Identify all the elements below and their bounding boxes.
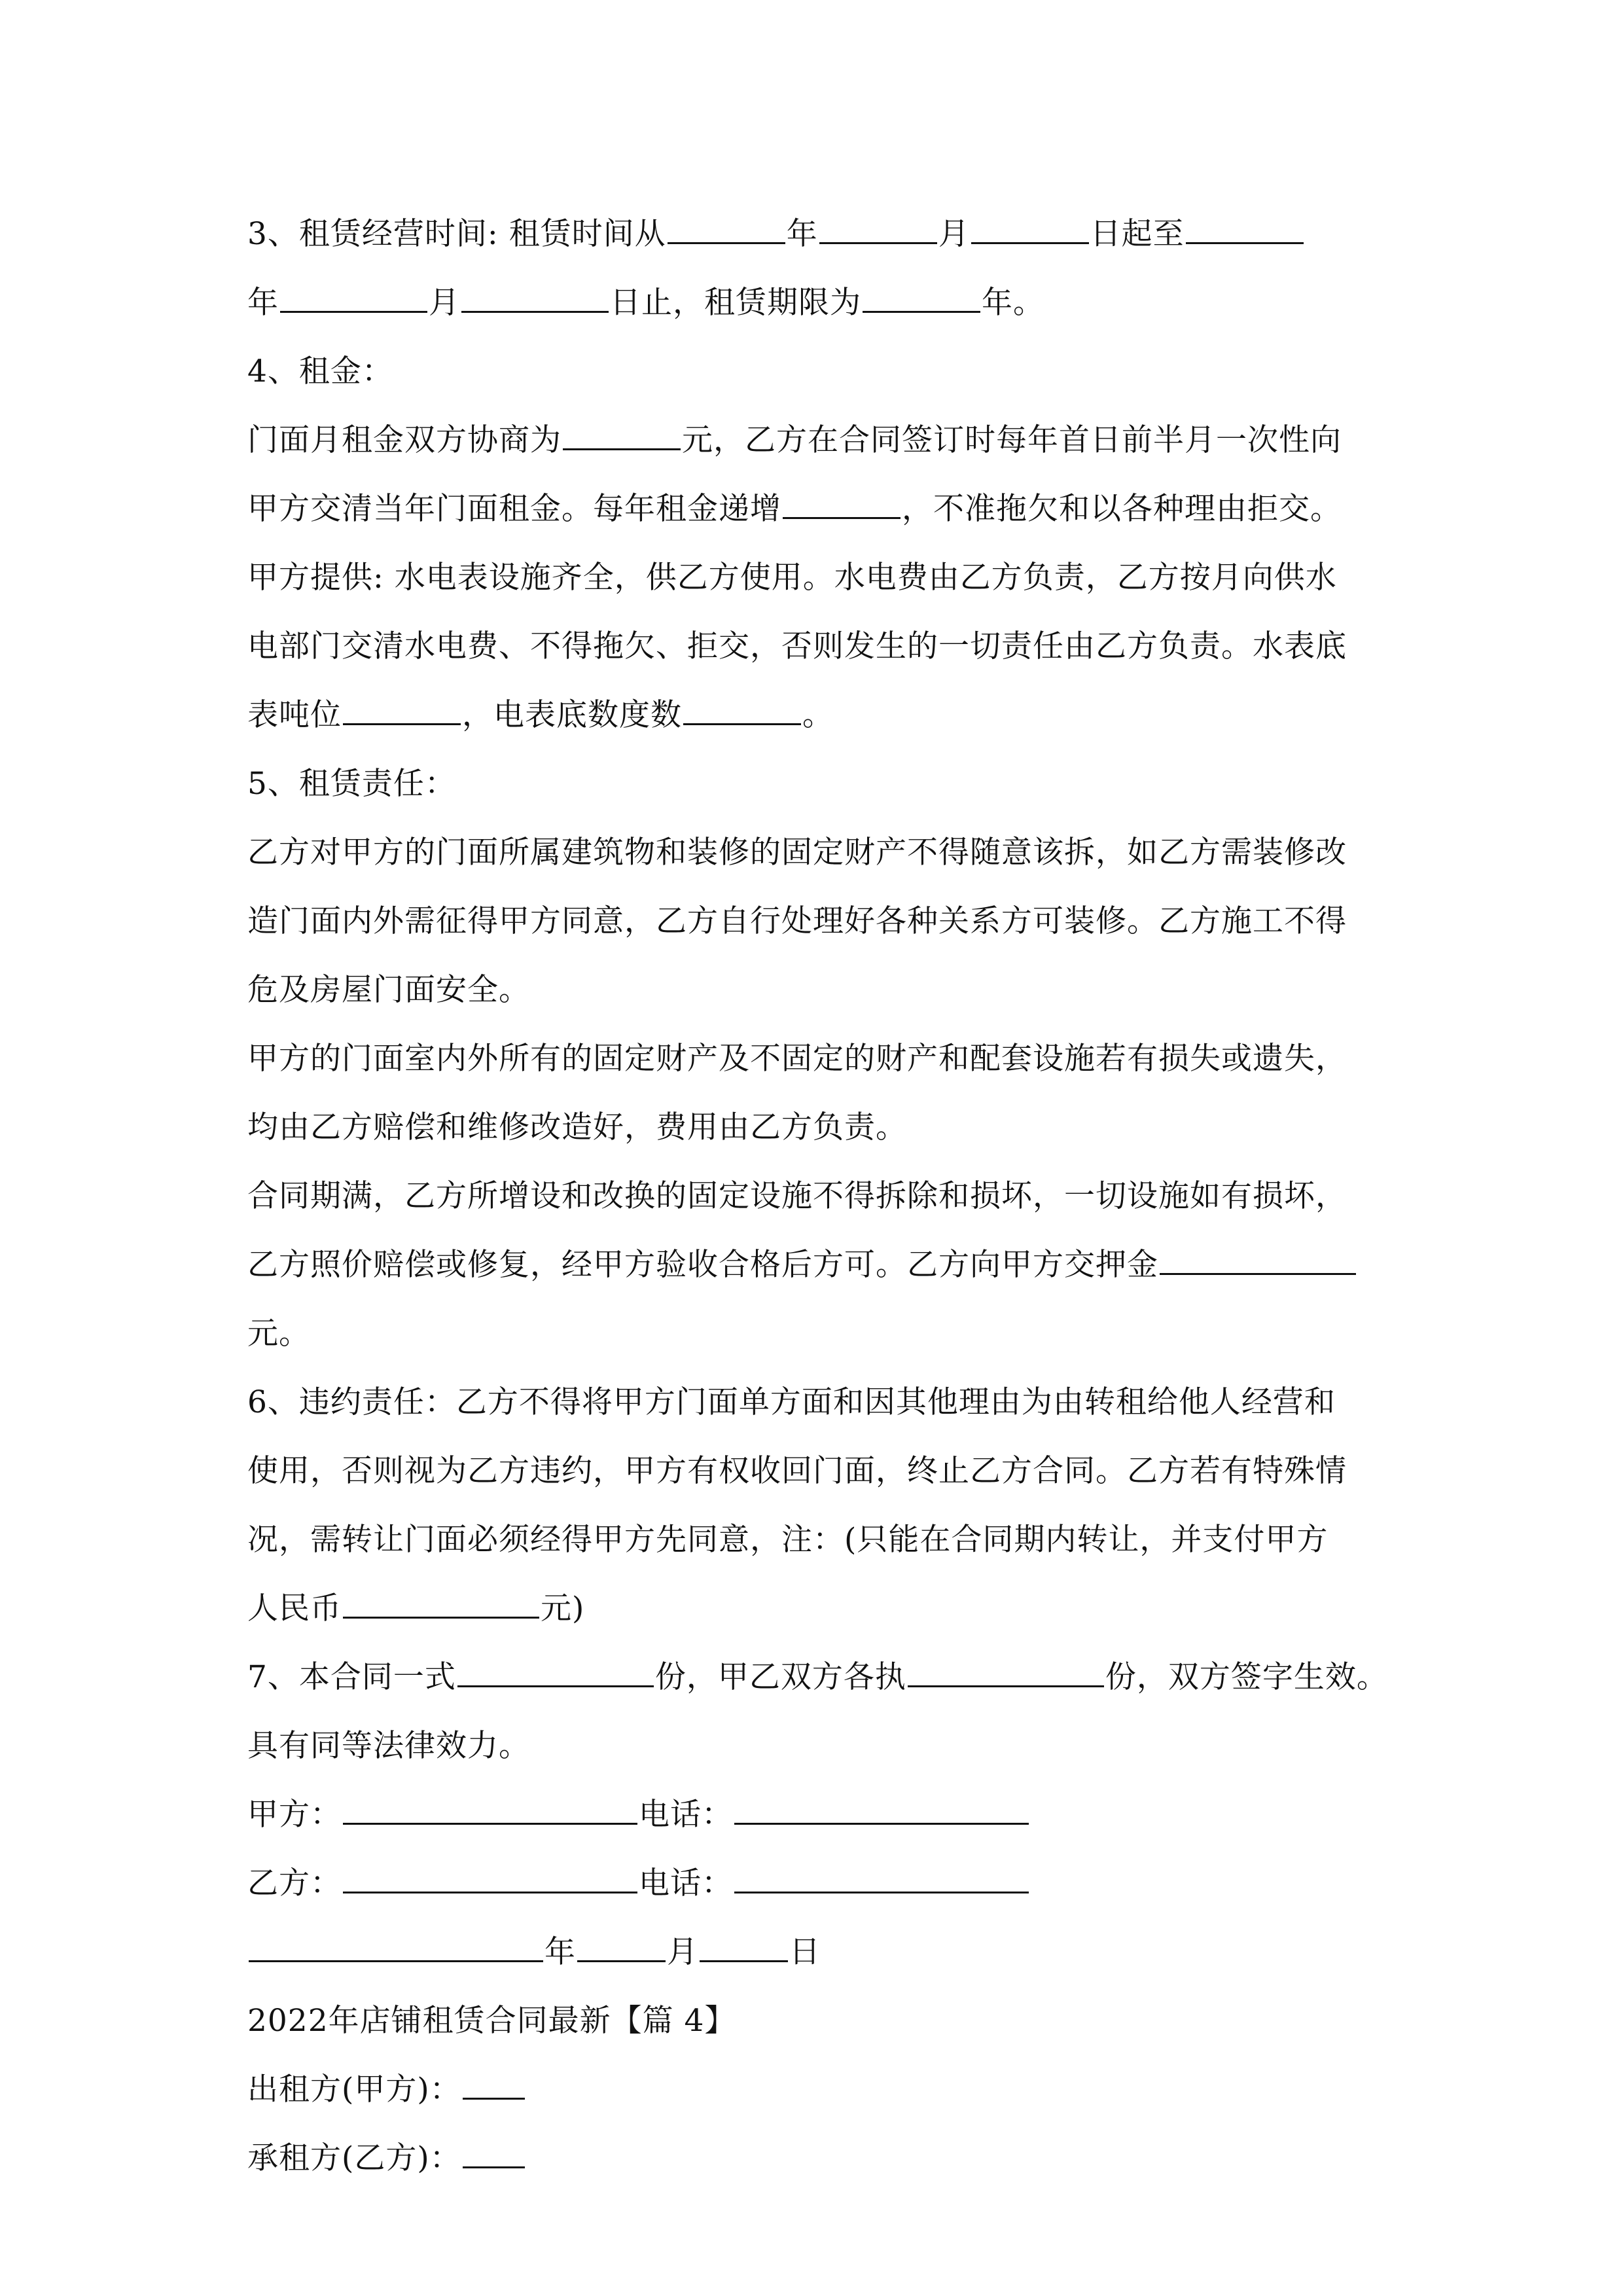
blank-date-day[interactable] bbox=[700, 1951, 788, 1962]
blank-end-year[interactable] bbox=[1186, 233, 1304, 244]
blank-party-b[interactable] bbox=[343, 1882, 637, 1893]
blank-party-b-phone[interactable] bbox=[734, 1882, 1029, 1893]
sign-party-a-line bbox=[247, 1780, 1399, 1849]
section-5-line-8: 元。 bbox=[247, 1316, 310, 1352]
section-5-line-6: 合同期满，乙方所增设和改换的固定设施不得拆除和损坏，一切设施如有损坏， bbox=[247, 1178, 1347, 1214]
text: 水电表设施齐全，供乙方使用。水电费由乙方负责，乙方按月向供水 bbox=[394, 560, 1337, 596]
section-5-line-5: 均由乙方赔偿和维修改造好，费用由乙方负责。 bbox=[247, 1109, 907, 1145]
section-7-line-1 bbox=[247, 1643, 1399, 1712]
sign-party-b-line bbox=[247, 1849, 1399, 1918]
next-contract-heading: 2022年店铺租赁合同最新【篇 4】 bbox=[247, 2003, 736, 2039]
blank-lessor[interactable] bbox=[463, 2089, 525, 2100]
section-6-line-1: 6、违约责任：乙方不得将甲方门面单方面和因其他理由为由转租给他人经营和 bbox=[247, 1384, 1336, 1420]
text: 元) bbox=[541, 1590, 585, 1626]
blank-party-a-phone[interactable] bbox=[734, 1814, 1029, 1825]
text: 日 bbox=[789, 1934, 821, 1970]
text: 甲方提供 bbox=[247, 560, 373, 596]
section-3-line-2 bbox=[247, 268, 1399, 337]
section-4-line-5 bbox=[247, 681, 1399, 749]
section-7-line-2: 具有同等法律效力。 bbox=[247, 1728, 530, 1764]
section-6-line-2: 使用，否则视为乙方违约，甲方有权收回门面，终止乙方合同。乙方若有特殊情 bbox=[247, 1453, 1347, 1489]
section-4-line-4: 电部门交清水电费、不得拖欠、拒交，否则发生的一切责任由乙方负责。水表底 bbox=[247, 628, 1347, 664]
text: ，电表底数度数 bbox=[462, 697, 682, 733]
section-6-line-3: 况，需转让门面必须经得甲方先同意，注：(只能在合同期内转让，并支付甲方 bbox=[247, 1522, 1329, 1558]
phone-label: 电话： bbox=[639, 1865, 733, 1901]
text: ，不准拖欠和以各种理由拒交。 bbox=[902, 491, 1342, 527]
text: 甲方交清当年门面租金。每年租金递增 bbox=[247, 491, 781, 527]
blank-start-month[interactable] bbox=[819, 233, 937, 244]
blank-date-year[interactable] bbox=[249, 1951, 543, 1962]
text: 乙方照价赔偿或修复，经甲方验收合格后方可。乙方向甲方交押金 bbox=[247, 1247, 1158, 1283]
text: 年。 bbox=[982, 285, 1044, 321]
blank-water-meter[interactable] bbox=[343, 714, 461, 725]
text: 月 bbox=[938, 216, 970, 252]
section-5-line-2: 造门面内外需征得甲方同意，乙方自行处理好各种关系方可装修。乙方施工不得 bbox=[247, 903, 1347, 939]
text: 份，双方签字生效。 bbox=[1105, 1659, 1388, 1695]
blank-electric-meter[interactable] bbox=[683, 714, 801, 725]
blank-end-month[interactable] bbox=[280, 302, 427, 313]
section-4-title: 4、租金： bbox=[247, 353, 393, 389]
blank-deposit[interactable] bbox=[1160, 1264, 1356, 1275]
text: 份，甲乙双方各执 bbox=[654, 1659, 906, 1695]
text: 年 bbox=[544, 1934, 576, 1970]
blank-transfer-fee[interactable] bbox=[343, 1607, 539, 1619]
party-b-label: 乙方： bbox=[247, 1865, 342, 1901]
text: 日起至 bbox=[1090, 216, 1185, 252]
blank-start-year[interactable] bbox=[668, 233, 785, 244]
section-4-line-3: 甲方提供: 水电表设施齐全，供乙方使用。水电费由乙方负责，乙方按月向供水 bbox=[247, 560, 1337, 596]
lessee-label: 承租方(乙方)： bbox=[247, 2140, 461, 2176]
lessor-label: 出租方(甲方)： bbox=[247, 2072, 461, 2108]
blank-date-month[interactable] bbox=[577, 1951, 666, 1962]
blank-copies-each[interactable] bbox=[908, 1676, 1104, 1687]
text: 月 bbox=[429, 285, 460, 321]
section-6-line-4 bbox=[247, 1574, 1399, 1643]
text: 7、本合同一式 bbox=[247, 1659, 456, 1695]
text: 人民币 bbox=[247, 1590, 342, 1626]
text: 日止，租赁期限为 bbox=[610, 285, 861, 321]
blank-party-a[interactable] bbox=[343, 1814, 637, 1825]
text: 表吨位 bbox=[247, 697, 342, 733]
blank-copies-total[interactable] bbox=[457, 1676, 654, 1687]
blank-end-day[interactable] bbox=[461, 302, 609, 313]
section-5-line-1: 乙方对甲方的门面所属建筑物和装修的固定财产不得随意该拆，如乙方需装修改 bbox=[247, 834, 1347, 870]
blank-lease-years[interactable] bbox=[863, 302, 980, 313]
section-3-line-1: 3、租赁经营时间: 租赁时间从 年 月 日起至 bbox=[247, 200, 1399, 268]
blank-rent-increase[interactable] bbox=[783, 508, 901, 519]
section-5-line-7 bbox=[247, 1230, 1399, 1299]
text: 元，乙方在合同签订时每年首日前半月一次性向 bbox=[682, 422, 1342, 458]
text: 。 bbox=[802, 697, 834, 733]
text: 年 bbox=[786, 216, 818, 252]
phone-label: 电话： bbox=[639, 1797, 733, 1833]
section-5-title: 5、租赁责任： bbox=[247, 766, 456, 802]
section-4-line-2 bbox=[247, 475, 1399, 543]
section-3-title: 3、租赁经营时间 bbox=[247, 216, 488, 252]
lessor-line bbox=[247, 2055, 1399, 2124]
section-5-line-4: 甲方的门面室内外所有的固定财产及不固定的财产和配套设施若有损失或遗失， bbox=[247, 1041, 1347, 1077]
document-page bbox=[247, 200, 1399, 2193]
text: 年 bbox=[247, 285, 279, 321]
sign-date-line bbox=[247, 1918, 1399, 1986]
blank-start-day[interactable] bbox=[971, 233, 1089, 244]
blank-lessee[interactable] bbox=[463, 2157, 525, 2168]
text: 月 bbox=[667, 1934, 698, 1970]
party-a-label: 甲方： bbox=[247, 1797, 342, 1833]
blank-monthly-rent[interactable] bbox=[563, 439, 681, 450]
text: 租赁时间从 bbox=[508, 216, 666, 252]
section-5-line-3: 危及房屋门面安全。 bbox=[247, 972, 530, 1008]
text: 门面月租金双方协商为 bbox=[247, 422, 562, 458]
section-4-line-1 bbox=[247, 406, 1399, 475]
lessee-line bbox=[247, 2124, 1399, 2193]
